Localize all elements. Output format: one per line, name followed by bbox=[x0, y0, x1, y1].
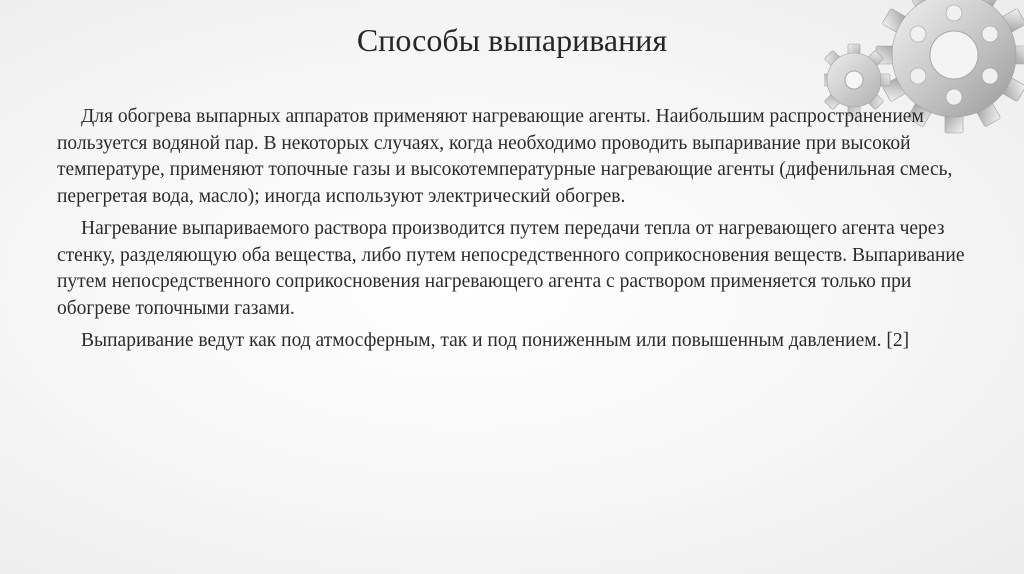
slide-body bbox=[57, 104, 969, 361]
paragraph: Для обогрева выпарных аппаратов применяют нагревающие агенты. Наибольшим распространением пользуется водяной пар. В некоторых случаях, когда необходимо проводить выпаривание при высокой температуре, применяют топочные газы и высокотемпературные нагревающие агенты (дифенильная смесь, перегретая вода, масло); иногда используют электрический обогрев. bbox=[57, 106, 953, 207]
page-title: Способы выпаривания bbox=[356, 22, 668, 58]
paragraph: Нагревание выпариваемого раствора производится путем передачи тепла от нагревающего агента через стенку, разделяющую оба вещества, либо путем непосредственного соприкосновения веществ. Выпаривание путем непосредственного соприкосновения нагревающего агента с раствором применяется только при обогреве топочными газами. bbox=[57, 218, 965, 319]
paragraph: Выпаривание ведут как под атмосферным, так и под пониженным или повышенным давлением. [2] bbox=[81, 330, 910, 351]
